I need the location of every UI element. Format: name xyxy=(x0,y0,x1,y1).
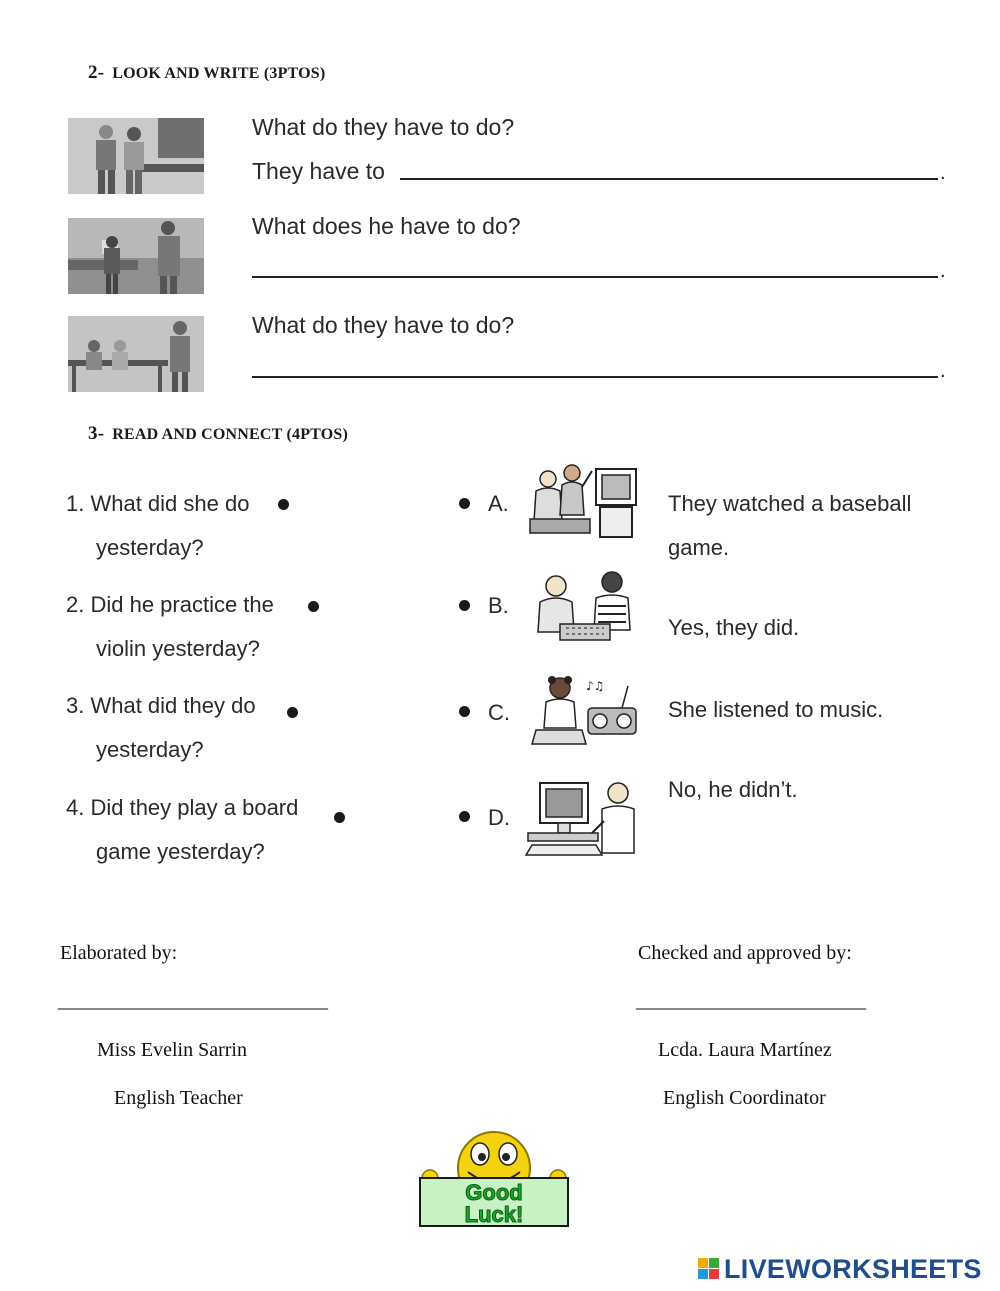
answer-line-1[interactable] xyxy=(400,178,938,180)
answer-end-mark-1: . xyxy=(940,162,946,184)
good-luck-text: Good Luck! xyxy=(464,1180,524,1227)
connect-question-2-line-2: violin yesterday? xyxy=(96,636,260,661)
connect-question-4-line-2: game yesterday? xyxy=(96,839,265,864)
connect-question-1-line-1: 1. What did she do xyxy=(66,491,250,516)
question-3-connect-dot[interactable] xyxy=(287,707,298,718)
answer-a-line-1: They watched a baseball xyxy=(668,491,912,516)
smiley-icon xyxy=(416,1128,572,1230)
answer-a-line-2: game. xyxy=(668,535,730,560)
section-2-question-3: What do they have to do? xyxy=(252,312,515,338)
answer-line-3[interactable] xyxy=(252,376,938,378)
elaborated-by-label: Elaborated by: xyxy=(60,942,178,964)
coordinator-name: Lcda. Laura Martínez xyxy=(658,1039,832,1061)
teacher-role: English Teacher xyxy=(114,1087,243,1109)
section-2-question-2: What does he have to do? xyxy=(252,213,521,239)
section-2-number: 2- xyxy=(88,62,105,83)
approved-by-label: Checked and approved by: xyxy=(638,942,852,964)
section-2-heading: LOOK AND WRITE (3PTOS) xyxy=(112,65,326,82)
section-3-heading: READ AND CONNECT (4PTOS) xyxy=(112,426,349,443)
teacher-name: Miss Evelin Sarrin xyxy=(97,1039,247,1061)
kids-board-game-icon xyxy=(526,566,644,652)
option-c-connect-dot[interactable] xyxy=(459,706,470,717)
answer-d-line-1: No, he didn’t. xyxy=(668,777,798,802)
option-c-letter: C. xyxy=(488,700,510,725)
option-a-connect-dot[interactable] xyxy=(459,498,470,509)
girl-listening-music-icon xyxy=(526,668,644,754)
question-1-connect-dot[interactable] xyxy=(278,499,289,510)
approved-by-signature-line: _______________________ xyxy=(636,990,866,1012)
answer-end-mark-3: . xyxy=(940,360,946,382)
question-2-connect-dot[interactable] xyxy=(308,601,319,612)
coordinator-role: English Coordinator xyxy=(663,1087,826,1109)
connect-question-4-line-1: 4. Did they play a board xyxy=(66,795,299,820)
boy-computer-icon xyxy=(522,773,640,859)
connect-question-3-line-2: yesterday? xyxy=(96,737,204,762)
connect-question-1-line-2: yesterday? xyxy=(96,535,204,560)
boy-and-mother-photo xyxy=(68,218,204,294)
section-3-number: 3- xyxy=(88,423,105,444)
connect-question-2-line-1: 2. Did he practice the xyxy=(66,592,274,617)
section-3-title xyxy=(88,423,348,445)
option-b-connect-dot[interactable] xyxy=(459,600,470,611)
connect-question-3-line-1: 3. What did they do xyxy=(66,693,256,718)
option-d-connect-dot[interactable] xyxy=(459,811,470,822)
option-b-letter: B. xyxy=(488,593,509,618)
svg-text:♪♫: ♪♫ xyxy=(586,679,605,693)
answer-b-line-1: Yes, they did. xyxy=(668,615,800,640)
elaborated-by-signature-line: ___________________________ xyxy=(58,990,328,1012)
option-a-letter: A. xyxy=(488,491,509,516)
kids-watching-tv-icon xyxy=(526,463,644,549)
children-at-table-photo xyxy=(68,316,204,392)
family-kitchen-photo xyxy=(68,118,204,194)
option-d-letter: D. xyxy=(488,805,510,830)
liveworksheets-logo-text: LIVEWORKSHEETS xyxy=(724,1254,982,1284)
answer-c-line-1: She listened to music. xyxy=(668,697,884,722)
answer-line-2[interactable] xyxy=(252,276,938,278)
liveworksheets-badge-icon xyxy=(698,1258,720,1280)
section-2-question-1: What do they have to do? xyxy=(252,114,515,140)
section-2-title xyxy=(88,62,325,84)
liveworksheets-logo xyxy=(698,1254,994,1284)
question-4-connect-dot[interactable] xyxy=(334,812,345,823)
answer-prefix-1: They have to xyxy=(252,158,385,184)
answer-end-mark-2: . xyxy=(940,260,946,282)
